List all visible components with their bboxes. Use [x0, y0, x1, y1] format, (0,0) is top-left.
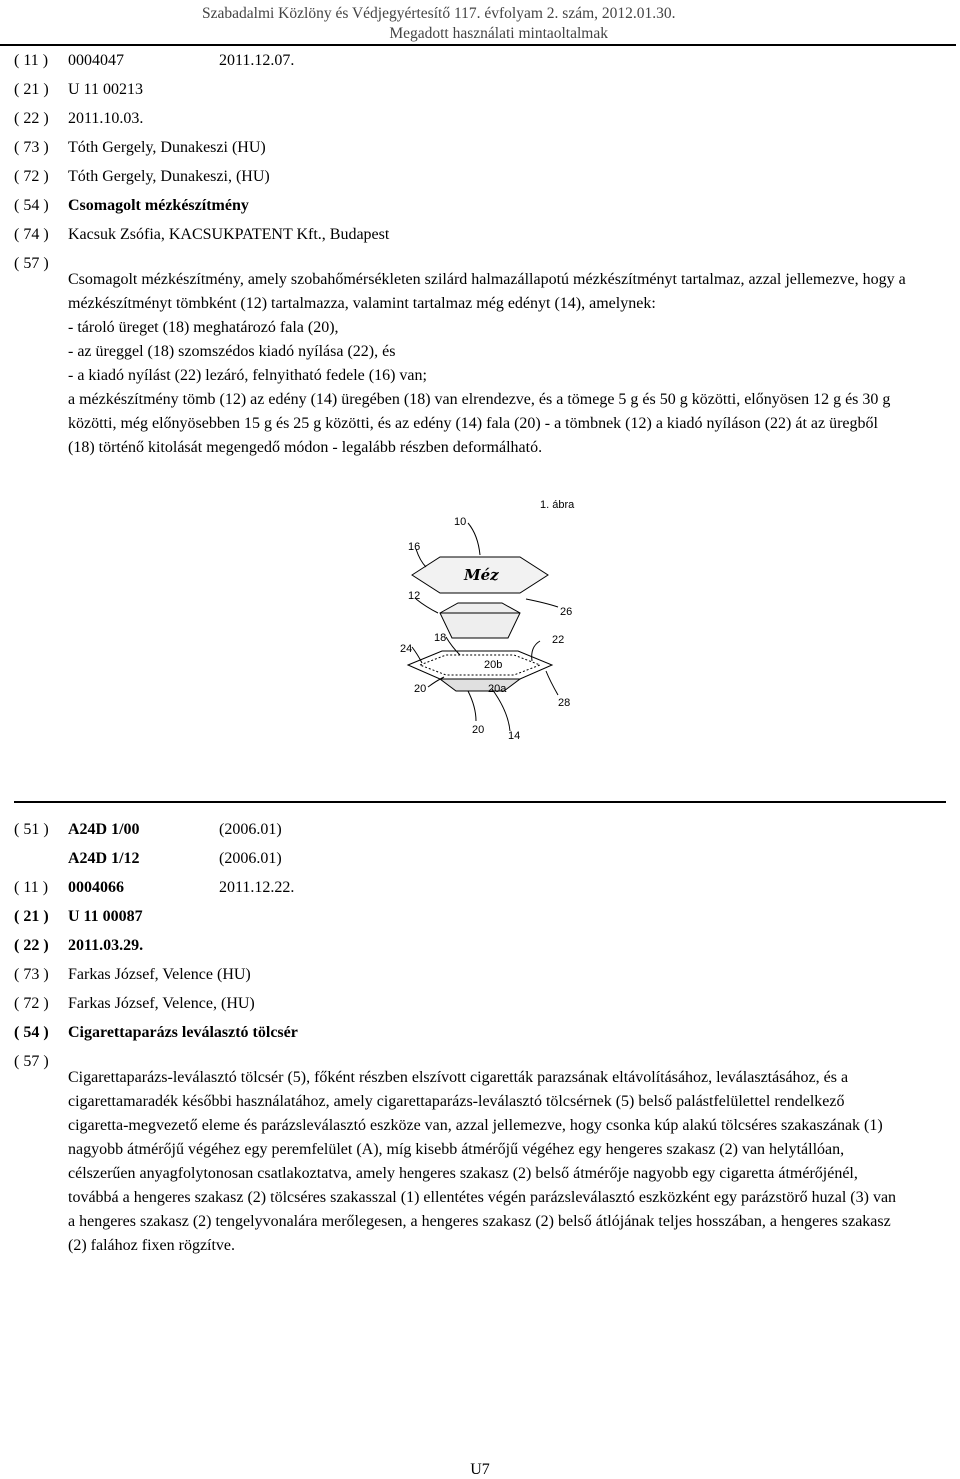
header-rule — [0, 44, 956, 46]
ipc-version: (2006.01) — [219, 850, 282, 867]
abstract-paragraph: Csomagolt mézkészítmény, amely szobahőmérsékleten szilárd halmazállapotú mézkészítményt tartalmaz, azzal jellemezve, hogy a mézkészítményt tömbként (12) tartalmazza, valamint tartalmaz még edényt (14), amelynek: — [68, 271, 906, 312]
entry2-row-54 — [14, 1022, 298, 1044]
ref-label: 20 — [414, 683, 427, 695]
ref-label: 20a — [488, 683, 507, 695]
patent-drawing — [380, 495, 600, 745]
abstract-paragraph: a mézkészítmény tömb (12) az edény (14) üregében (18) van elrendezve, és a tömege 5 g és 50 g közötti, előnyösen 12 g és 30 g közötti, még előnyösebben 15 g és 25 g közötti, és az edény (14) fala (20) - a tömbnek (12) a kiadó nyíláson (22) át az üregből (18) történő kitolását megengedő módon - legalább részben deformálható. — [68, 391, 891, 456]
inid-code: ( 74 ) — [14, 226, 49, 243]
abstract-line: - az üreggel (18) szomszédos kiadó nyílása (22), és — [68, 343, 396, 360]
figure-caption: 1. ábra — [540, 499, 575, 511]
registration-date: 2011.12.22. — [219, 879, 295, 896]
inid-code: ( 21 ) — [14, 81, 49, 98]
application-number: U 11 00213 — [68, 81, 143, 98]
registration-number: 0004066 — [68, 879, 124, 896]
inid-code: ( 72 ) — [14, 995, 49, 1012]
ref-label: 16 — [408, 541, 421, 553]
abstract-line: - tároló üreget (18) meghatározó fala (20), — [68, 319, 339, 336]
entry2-row-11 — [14, 877, 295, 899]
ref-label: 26 — [560, 606, 573, 618]
ref-label: 10 — [454, 516, 467, 528]
ref-label: 14 — [508, 730, 521, 742]
entry1-row-11 — [14, 50, 295, 72]
inventor: Tóth Gergely, Dunakeszi, (HU) — [68, 168, 270, 185]
ref-label: 28 — [558, 697, 571, 709]
ref-label: 20 — [472, 724, 485, 736]
ipc-class: A24D 1/12 — [68, 850, 140, 867]
inventor: Farkas József, Velence, (HU) — [68, 995, 255, 1012]
invention-title: Cigarettaparázs leválasztó tölcsér — [68, 1024, 298, 1041]
owner: Farkas József, Velence (HU) — [68, 966, 251, 983]
section-title: Megadott használati mintaoltalmak — [389, 25, 608, 42]
inid-code: ( 72 ) — [14, 168, 49, 185]
invention-title: Csomagolt mézkészítmény — [68, 197, 249, 214]
entry2-row-21 — [14, 906, 143, 928]
inid-code: ( 11 ) — [14, 52, 49, 69]
inid-code: ( 73 ) — [14, 966, 49, 983]
ipc-version: (2006.01) — [219, 821, 282, 838]
inid-code: ( 22 ) — [14, 937, 49, 954]
inid-code: ( 57 ) — [14, 255, 49, 272]
owner: Tóth Gergely, Dunakeszi (HU) — [68, 139, 266, 156]
page-number: U7 — [470, 1461, 490, 1478]
entry2-row-51a — [14, 819, 282, 841]
entry2-row-73 — [14, 964, 251, 986]
entry1-abstract — [68, 268, 906, 460]
entry1-row-57 — [14, 253, 68, 275]
ref-label: 22 — [552, 634, 565, 646]
inid-code: ( 54 ) — [14, 1024, 49, 1041]
filing-date: 2011.10.03. — [68, 110, 144, 127]
entry-separator — [14, 801, 946, 803]
registration-number: 0004047 — [68, 52, 124, 69]
logo-text: Méz — [464, 566, 499, 584]
inid-code: ( 21 ) — [14, 908, 49, 925]
entry2-row-72 — [14, 993, 255, 1015]
entry1-row-54 — [14, 195, 249, 217]
ipc-class: A24D 1/00 — [68, 821, 140, 838]
inid-code: ( 54 ) — [14, 197, 49, 214]
abstract-paragraph: Cigarettaparázs-leválasztó tölcsér (5), főként részben elszívott cigaretták parazsának eltávolításához, leválasztásához, és a cigarettamaradék későbbi használatához, amely cigarettaparázs-leválasztó tölcsérnek (5) belső palástfelülettel rendelkező cigaretta-megvezető eleme és parázsleválasztó eszköze van, azzal jellemezve, hogy csonka kúp alakú tölcséres szakaszának (1) nagyobb átmérőjű végéhez egy peremfelület (A), míg kisebb átmérőjű végéhez egy hengeres szakasz (2) van helytállóan, célszerűen anyagfolytonosan csatlakoztatva, amely hengeres szakasz (2) belső átmérője nagyobb egy cigaretta átmérőjénél, továbbá a hengeres szakasz (2) tölcséres szakasszal (1) ellentétes végén parázsleválasztó eszközként egy parázstörő huzal (3) van a hengeres szakasz (2) tengelyvonalára merőlegesen, a hengeres szakasz (2) belső átlójának teljes hosszában, a hengeres szakasz (2) falához fixen rögzítve. — [68, 1069, 897, 1254]
registration-date: 2011.12.07. — [219, 52, 295, 69]
ref-label: 24 — [400, 643, 413, 655]
inid-code: ( 11 ) — [14, 879, 49, 896]
ref-label: 18 — [434, 632, 447, 644]
entry2-row-57 — [14, 1051, 68, 1073]
entry1-row-21 — [14, 79, 143, 101]
inid-code: ( 73 ) — [14, 139, 49, 156]
entry2-row-22 — [14, 935, 144, 957]
entry1-row-22 — [14, 108, 144, 130]
entry2-abstract — [68, 1066, 906, 1258]
agent: Kacsuk Zsófia, KACSUKPATENT Kft., Budapest — [68, 226, 390, 243]
application-number: U 11 00087 — [68, 908, 143, 925]
filing-date: 2011.03.29. — [68, 937, 144, 954]
entry1-row-74 — [14, 224, 390, 246]
inid-code: ( 22 ) — [14, 110, 49, 127]
inid-code: ( 57 ) — [14, 1053, 49, 1070]
journal-header: Szabadalmi Közlöny és Védjegyértesítő 117. évfolyam 2. szám, 2012.01.30. — [202, 5, 676, 22]
entry1-row-72 — [14, 166, 270, 188]
block-shape — [440, 603, 520, 638]
entry1-row-73 — [14, 137, 266, 159]
inid-code: ( 51 ) — [14, 821, 49, 838]
abstract-line: - a kiadó nyílást (22) lezáró, felnyitható fedele (16) van; — [68, 367, 427, 384]
ref-label: 12 — [408, 590, 421, 602]
ref-label: 20b — [484, 659, 503, 671]
